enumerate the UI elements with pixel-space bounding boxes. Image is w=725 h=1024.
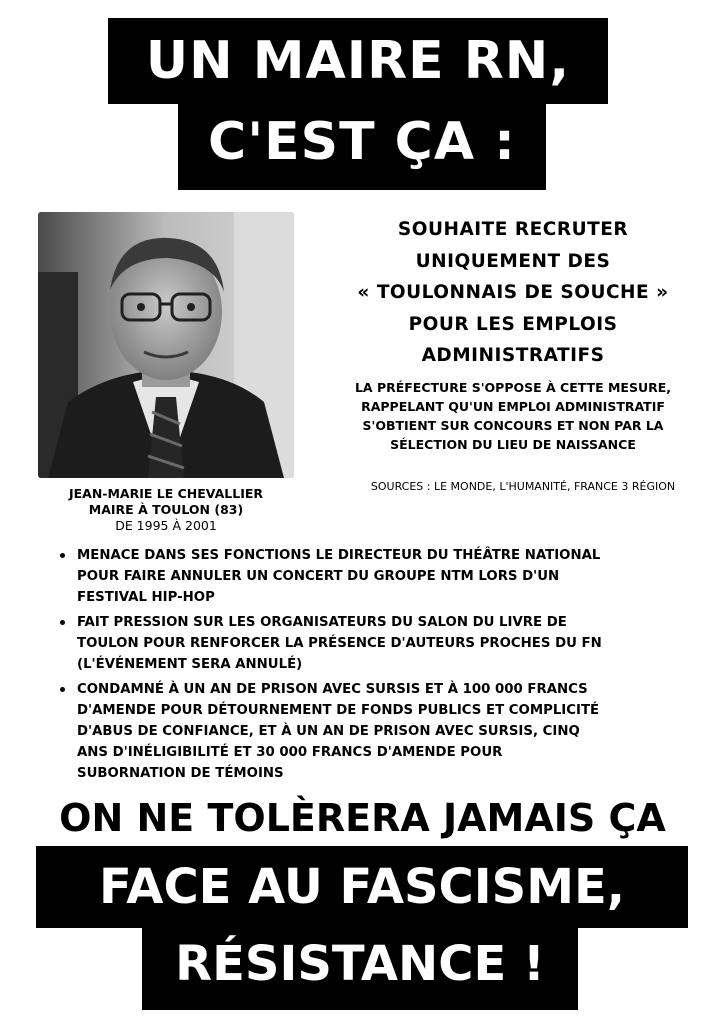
bullet-item <box>58 679 718 784</box>
claim-line: UNIQUEMENT DES <box>415 250 611 272</box>
bullet-line: D'AMENDE POUR DÉTOURNEMENT DE FONDS PUBLICS ET COMPLICITÉ <box>77 703 600 718</box>
bullet-item <box>58 545 718 608</box>
detail-line: S'OBTIENT SUR CONCOURS ET NON PAR LA <box>362 418 664 433</box>
caption-years: DE 1995 À 2001 <box>115 518 217 533</box>
bullet-dot-icon <box>60 687 65 692</box>
bullet-line: POUR FAIRE ANNULER UN CONCERT DU GROUPE NTM LORS D'UN <box>77 569 560 584</box>
headline-line-1: UN MAIRE RN, <box>108 18 608 104</box>
claim-line: SOUHAITE RECRUTER <box>397 219 629 240</box>
caption-name: JEAN-MARIE LE CHEVALLIER <box>68 486 264 501</box>
claim-line: « TOULONNAIS DE SOUCHE » <box>357 282 669 303</box>
claim-line: POUR LES EMPLOIS <box>408 313 618 335</box>
bullet-item <box>58 612 718 675</box>
slogan: ON NE TOLÈRERA JAMAIS ÇA <box>59 796 666 840</box>
bullet-line: (L'ÉVÉNEMENT SERA ANNULÉ) <box>77 657 303 672</box>
sources-note: SOURCES : LE MONDE, L'HUMANITÉ, FRANCE 3 RÉGION <box>370 480 676 493</box>
bullet-line: TOULON POUR RENFORCER LA PRÉSENCE D'AUTEURS PROCHES DU FN <box>77 636 602 651</box>
detail-text <box>318 378 708 454</box>
claim-text <box>318 214 708 372</box>
footer-line-1: FACE AU FASCISME, <box>36 846 688 928</box>
bullet-line: MENACE DANS SES FONCTIONS LE DIRECTEUR DU THÉÂTRE NATIONAL <box>77 548 601 563</box>
portrait-photo <box>38 212 294 478</box>
bullet-line: ANS D'INÉLIGIBILITÉ ET 30 000 FRANCS D'AMENDE POUR <box>77 745 503 760</box>
headline-line-2: C'EST ÇA : <box>178 100 546 190</box>
bullet-dot-icon <box>60 620 65 625</box>
detail-line: RAPPELANT QU'UN EMPLOI ADMINISTRATIF <box>361 399 665 414</box>
bullet-line: D'ABUS DE CONFIANCE, ET À UN AN DE PRISON AVEC SURSIS, CINQ <box>77 724 580 739</box>
bullet-line: FAIT PRESSION SUR LES ORGANISATEURS DU SALON DU LIVRE DE <box>77 615 567 630</box>
bullet-list <box>58 545 718 788</box>
bullet-line: FESTIVAL HIP-HOP <box>77 590 215 605</box>
caption-role: MAIRE À TOULON (83) <box>88 502 244 517</box>
bullet-line: CONDAMNÉ À UN AN DE PRISON AVEC SURSIS ET À 100 000 FRANCS <box>77 682 588 697</box>
footer-line-2: RÉSISTANCE ! <box>142 926 578 1010</box>
detail-line: SÉLECTION DU LIEU DE NAISSANCE <box>390 437 636 452</box>
detail-line: LA PRÉFECTURE S'OPPOSE À CETTE MESURE, <box>354 380 672 395</box>
claim-line: ADMINISTRATIFS <box>421 345 605 366</box>
bullet-dot-icon <box>60 553 65 558</box>
bullet-line: SUBORNATION DE TÉMOINS <box>77 766 284 781</box>
